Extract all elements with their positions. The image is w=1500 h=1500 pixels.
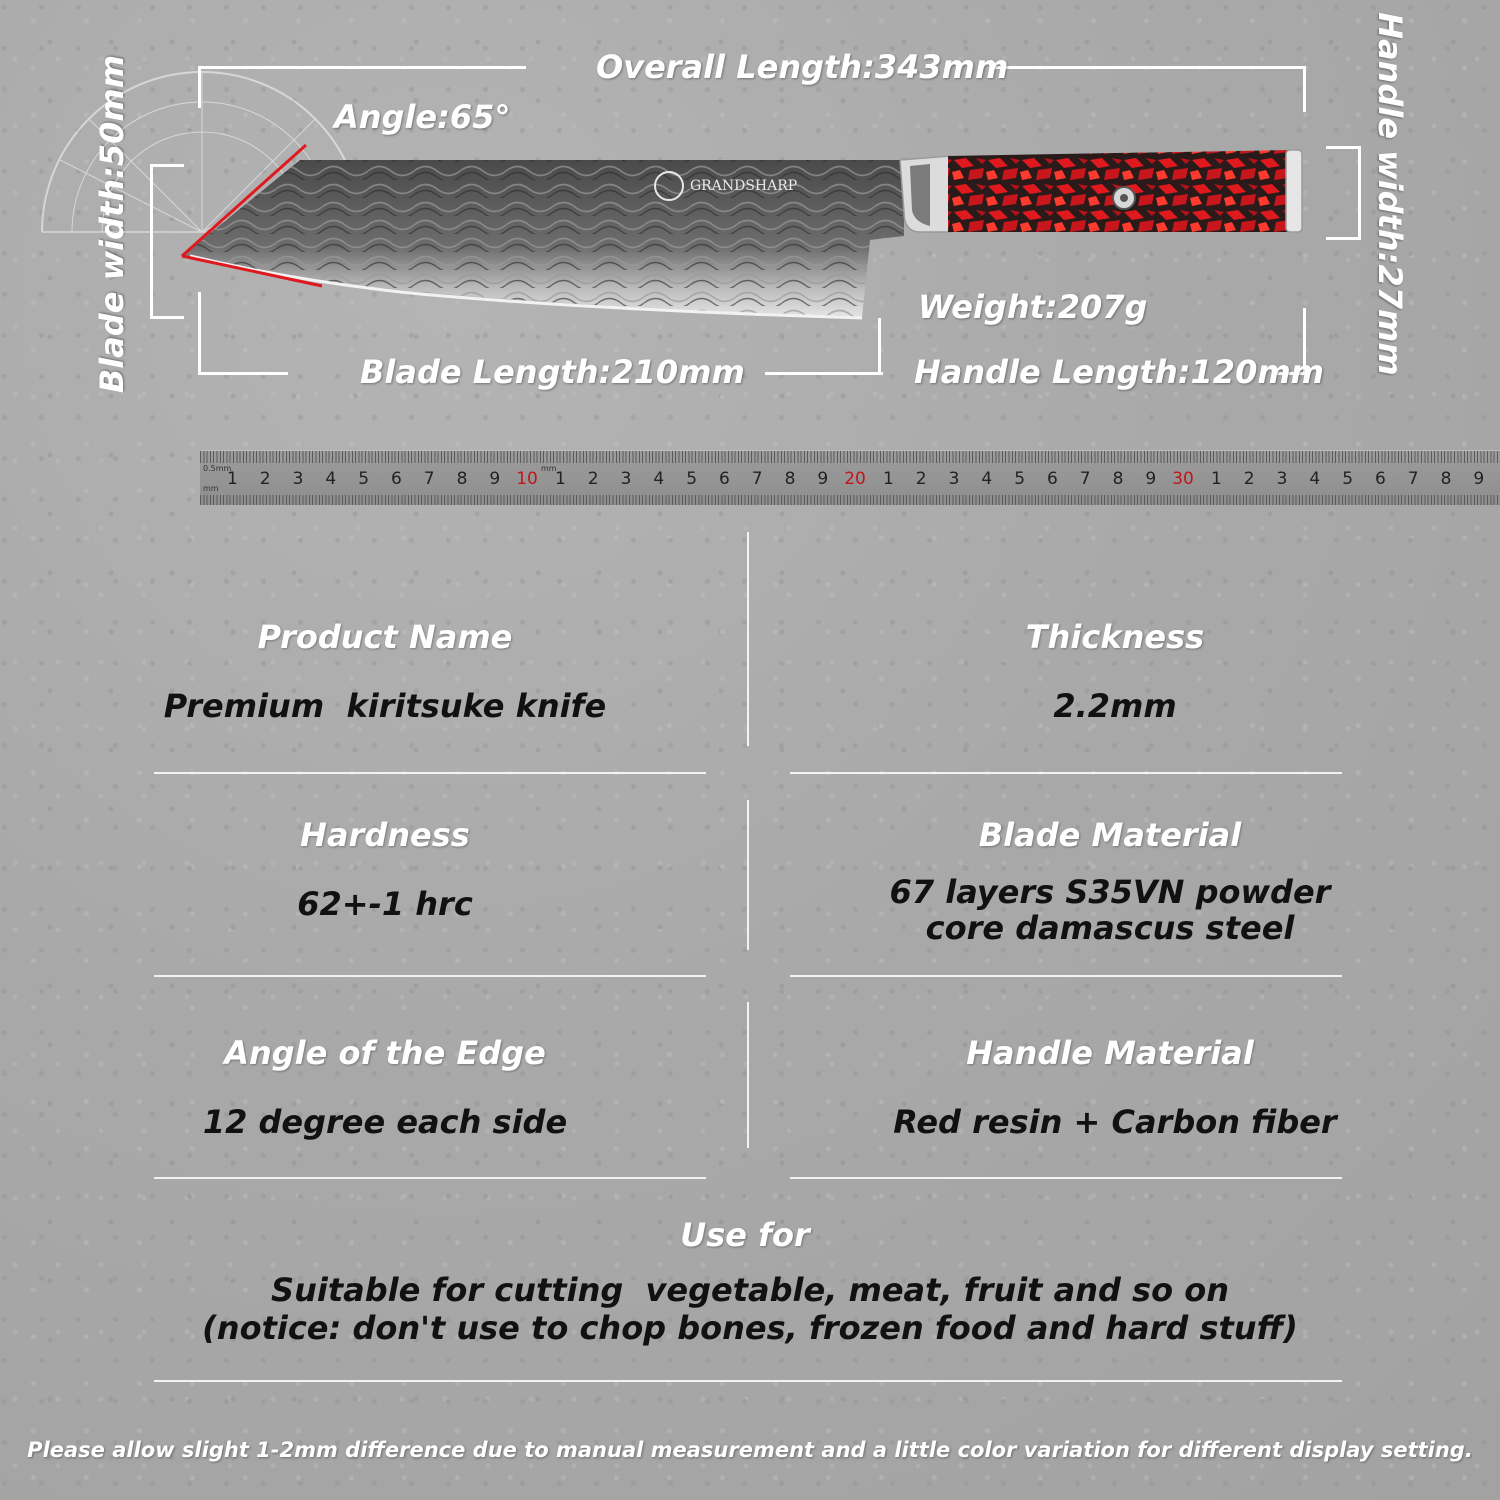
ruler-number: 20	[844, 469, 866, 489]
ruler-number: 8	[1112, 469, 1124, 489]
angle-of-edge-title: Angle of the Edge	[224, 1034, 546, 1072]
divider-v-3	[747, 1002, 749, 1148]
overall-length-label: Overall Length:343mm	[596, 48, 1009, 86]
ruler-number: 7	[1407, 469, 1419, 489]
thickness-value: 2.2mm	[1053, 687, 1177, 725]
ruler-number: 8	[784, 469, 796, 489]
ruler-number: 2	[1243, 469, 1255, 489]
angle-of-edge-value: 12 degree each side	[202, 1103, 568, 1141]
use-for-line1: Suitable for cutting vegetable, meat, fruit and so on	[271, 1271, 1229, 1309]
divider-v-2	[747, 800, 749, 950]
product-name-title: Product Name	[257, 618, 513, 656]
divider-h-3-right	[790, 1177, 1342, 1179]
ruler-ticks-top	[200, 451, 1500, 463]
ruler-number: 7	[751, 469, 763, 489]
ruler-number: 6	[1047, 469, 1058, 489]
brand-mark: GRANDSHARP	[690, 178, 798, 194]
divider-h-1-right	[790, 772, 1342, 774]
ruler-unit-mid: mm	[541, 464, 557, 473]
ruler-number: 2	[587, 469, 599, 489]
ruler-number: 9	[817, 469, 829, 489]
ruler-number: 8	[1440, 469, 1452, 489]
ruler-number: 3	[292, 469, 304, 489]
use-for-title: Use for	[680, 1216, 810, 1254]
weight-label: Weight:207g	[918, 288, 1148, 326]
ruler-number: 5	[1014, 469, 1026, 489]
ruler-number: 7	[423, 469, 435, 489]
ruler-number: 7	[1079, 469, 1091, 489]
ruler-number: 2	[259, 469, 271, 489]
ruler-number: 5	[686, 469, 698, 489]
blade-width-label: Blade width:50mm	[93, 54, 131, 394]
ruler-number: 6	[1375, 469, 1386, 489]
disclaimer-footer: Please allow slight 1-2mm difference due to manual measurement and a little color variation for different display setting.	[27, 1438, 1473, 1462]
divider-h-2-right	[790, 975, 1342, 977]
handle-width-label: Handle width:27mm	[1371, 12, 1409, 376]
ruler-number: 3	[948, 469, 960, 489]
handle-end-cap	[1286, 150, 1302, 232]
blade-material-value-line1: 67 layers S35VN powder	[889, 873, 1331, 911]
hardness-title: Hardness	[300, 816, 470, 854]
ruler-number: 6	[719, 469, 730, 489]
ruler-number: 6	[391, 469, 402, 489]
angle-label: Angle:65°	[334, 98, 511, 136]
ruler-number: 3	[1276, 469, 1288, 489]
thickness-title: Thickness	[1025, 618, 1205, 656]
ruler-number: 1	[227, 469, 238, 489]
ruler-number: 5	[1342, 469, 1354, 489]
ruler-unit-bottom: mm	[203, 484, 219, 493]
ruler-number: 3	[620, 469, 632, 489]
divider-h-4	[154, 1380, 1342, 1382]
ruler-number: 5	[358, 469, 370, 489]
divider-h-1-left	[154, 772, 706, 774]
ruler-number: 4	[1309, 469, 1321, 489]
ruler-number: 1	[555, 469, 566, 489]
ruler-number: 9	[1473, 469, 1485, 489]
ruler-number: 1	[883, 469, 894, 489]
divider-h-3-left	[154, 1177, 706, 1179]
product-name-value: Premium kiritsuke knife	[163, 687, 607, 725]
ruler-number: 8	[456, 469, 468, 489]
ruler-number: 9	[489, 469, 501, 489]
blade-length-label: Blade Length:210mm	[360, 353, 745, 391]
ruler-number: 1	[1211, 469, 1222, 489]
ruler-number: 2	[915, 469, 927, 489]
blade-material-title: Blade Material	[978, 816, 1242, 854]
handle-material-title: Handle Material	[966, 1034, 1254, 1072]
handle-length-label: Handle Length:120mm	[914, 353, 1325, 391]
ruler-unit-top: 0.5mm	[203, 464, 232, 473]
ruler	[200, 450, 1500, 505]
hardness-value: 62+-1 hrc	[297, 885, 473, 923]
divider-h-2-left	[154, 975, 706, 977]
ruler-number: 10	[516, 469, 538, 489]
ruler-number: 9	[1145, 469, 1157, 489]
ruler-number: 4	[325, 469, 337, 489]
blade-material-value-line2: core damascus steel	[925, 909, 1295, 947]
use-for-line2: (notice: don't use to chop bones, frozen food and hard stuff)	[202, 1309, 1298, 1347]
ruler-number: 30	[1172, 469, 1194, 489]
ruler-number: 4	[653, 469, 665, 489]
divider-v-1	[747, 532, 749, 746]
ruler-number: 4	[981, 469, 993, 489]
ruler-ticks-bottom	[200, 495, 1500, 505]
handle-material-value: Red resin + Carbon fiber	[893, 1103, 1337, 1141]
knife-illustration	[0, 0, 1500, 420]
